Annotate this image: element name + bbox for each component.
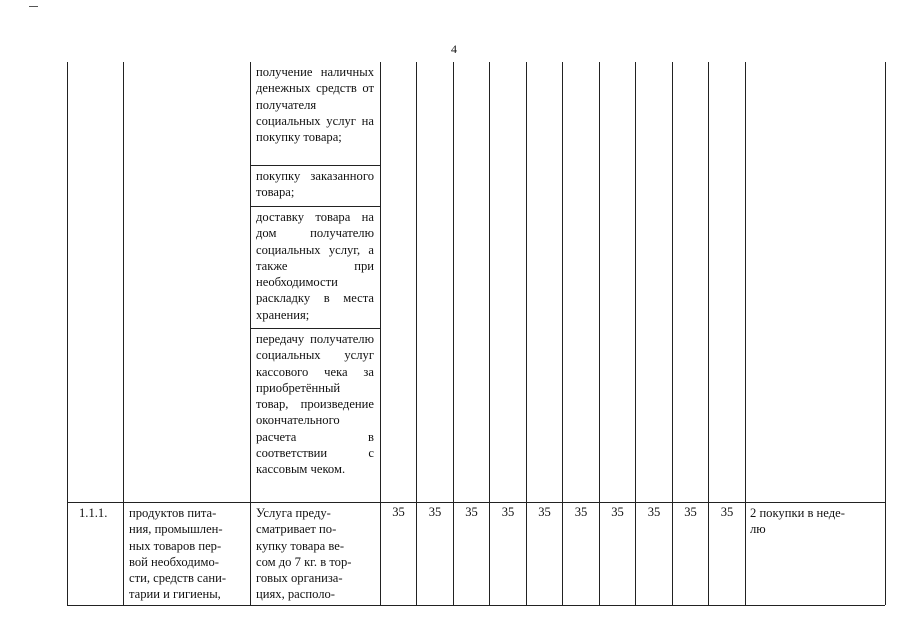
column-divider <box>123 62 124 605</box>
value-cell: 35 <box>611 505 624 519</box>
column-divider <box>416 62 417 605</box>
column-divider <box>489 62 490 605</box>
frequency <box>750 505 880 538</box>
value-cell: 35 <box>501 505 515 519</box>
table-border-left <box>67 62 68 605</box>
table-border-bottom <box>67 605 885 606</box>
column-divider <box>745 62 746 605</box>
service-name <box>129 505 247 603</box>
row-divider <box>250 165 380 166</box>
service-step-text: передачу получателю социальных услуг кассового чека за приобретённый товар, произведение окончательного расчета в соответствии с кассовым чеком. <box>256 332 374 477</box>
service-name-line: сти, средств сани- <box>129 571 227 586</box>
service-description-line: говых организа- <box>256 571 343 586</box>
column-divider <box>562 62 563 605</box>
column-divider <box>599 62 600 605</box>
value-cell: 35 <box>392 505 405 519</box>
column-divider <box>635 62 636 605</box>
service-step-text: получение наличных денежных средств от получателя социальных услуг на покупку товара; <box>256 65 374 145</box>
row-divider <box>67 502 885 503</box>
value-cell: 35 <box>720 505 734 519</box>
page-number: 4 <box>451 42 457 56</box>
row-code: 1.1.1. <box>79 506 108 520</box>
service-name-line: продуктов пита- <box>129 506 217 520</box>
column-divider <box>380 62 381 605</box>
row-divider <box>250 206 380 207</box>
value-cell: 35 <box>428 505 442 519</box>
service-name-line: вой необходимо- <box>129 554 219 569</box>
service-step-text: покупку заказанного товара; <box>256 169 374 200</box>
service-description-line: сматривает по- <box>256 522 337 537</box>
value-cell: 35 <box>684 505 697 519</box>
service-name-line: тарии и гигиены, <box>129 587 221 602</box>
column-divider <box>672 62 673 605</box>
value-cell: 35 <box>465 505 478 519</box>
service-description-line: Услуга преду- <box>256 506 331 520</box>
table-border-right <box>885 62 886 605</box>
column-divider <box>526 62 527 605</box>
service-step-text: доставку товара на дом получателю социальных услуг, а также при необходимости раскладку в места хранения; <box>256 210 374 322</box>
value-cell: 35 <box>647 505 661 519</box>
service-name-line: ния, промышлен- <box>129 522 223 537</box>
service-description-line: циях, располо- <box>256 587 335 602</box>
service-description-line: купку товара ве- <box>256 538 345 553</box>
column-divider <box>453 62 454 605</box>
service-description-line: сом до 7 кг. в тор- <box>256 554 352 569</box>
service-name-line: ных товаров пер- <box>129 538 222 553</box>
frequency-line: лю <box>750 522 766 537</box>
service-description <box>256 505 374 603</box>
value-cell: 35 <box>574 505 588 519</box>
frequency-line: 2 покупки в неде- <box>750 506 845 520</box>
row-divider <box>250 328 380 329</box>
value-cell: 35 <box>538 505 551 519</box>
column-divider <box>708 62 709 605</box>
column-divider <box>250 62 251 605</box>
